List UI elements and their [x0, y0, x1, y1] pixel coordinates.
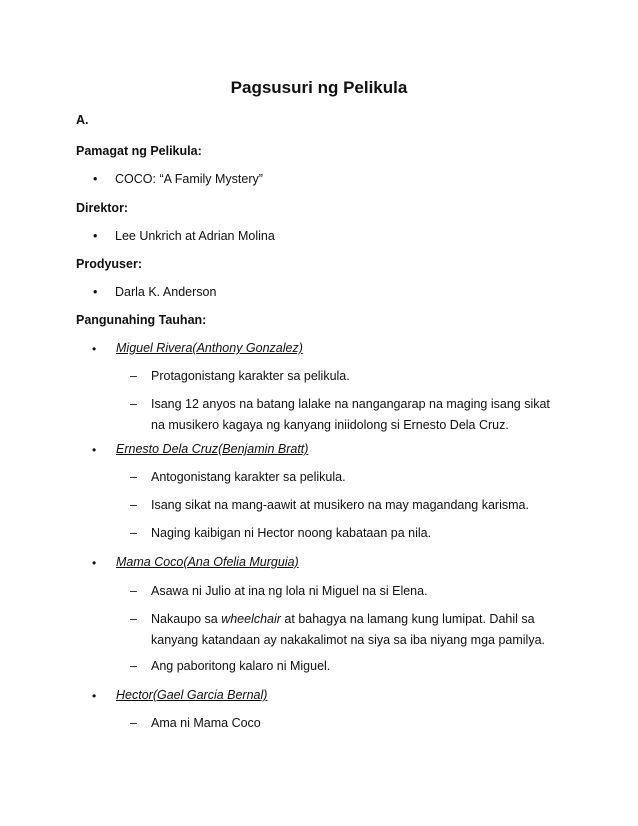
bullet-icon: • [92, 443, 97, 457]
character-detail: Asawa ni Julio at ina ng lola ni Miguel na si Elena. [151, 584, 428, 598]
heading-main-characters: Pangunahing Tauhan: [76, 313, 207, 327]
list-item [93, 285, 216, 299]
bullet-icon: • [93, 229, 98, 243]
detail-text: at bahagya na lamang kung lumipat. Dahil sa kanyang katandaan ay nakakalimot na siya sa iba niyang mga pamilya. [151, 612, 545, 647]
dash-icon: – [130, 526, 137, 540]
heading-producer: Prodyuser: [76, 257, 142, 271]
section-label: A. [76, 113, 89, 127]
character-detail: Antogonistang karakter sa pelikula. [151, 470, 346, 484]
character-name: Ernesto Dela Cruz(Benjamin Bratt) [116, 442, 309, 456]
character-detail: Ang paboritong kalaro ni Miguel. [151, 659, 331, 673]
character-detail: Naging kaibigan ni Hector noong kabataan pa nila. [151, 526, 432, 540]
bullet-icon: • [92, 689, 97, 703]
heading-director: Direktor: [76, 201, 129, 215]
detail-text: Nakaupo sa [151, 612, 222, 626]
dash-icon: – [130, 716, 137, 730]
bullet-icon: • [92, 342, 97, 356]
dash-icon: – [130, 584, 137, 598]
dash-icon: – [130, 659, 137, 673]
character-name: Miguel Rivera(Anthony Gonzalez) [116, 341, 303, 355]
character-detail [151, 609, 561, 651]
character-detail: Protagonistang karakter sa pelikula. [151, 369, 350, 383]
bullet-icon: • [93, 172, 98, 186]
dash-icon: – [130, 612, 137, 626]
list-item-text: Darla K. Anderson [115, 285, 217, 299]
dash-icon: – [130, 470, 137, 484]
dash-icon: – [130, 397, 137, 411]
page-title: Pagsusuri ng Pelikula [230, 78, 408, 97]
dash-icon: – [130, 369, 137, 383]
dash-icon: – [130, 498, 137, 512]
heading-title: Pamagat ng Pelikula: [76, 144, 202, 158]
bullet-icon: • [93, 285, 98, 299]
list-item-text: COCO: “A Family Mystery” [115, 172, 263, 186]
character-name: Hector(Gael Garcia Bernal) [116, 688, 268, 702]
list-item-text: Lee Unkrich at Adrian Molina [115, 229, 275, 243]
detail-emphasis: wheelchair [221, 612, 281, 626]
list-item [93, 172, 263, 186]
character-detail: Isang 12 anyos na batang lalake na nangangarap na maging isang sikat na musikero kagaya ng kanyang iniidolong si Ernesto Dela Cruz. [151, 397, 550, 432]
bullet-icon: • [92, 556, 97, 570]
character-detail: Isang sikat na mang-aawit at musikero na may magandang karisma. [151, 498, 529, 512]
character-detail: Ama ni Mama Coco [151, 716, 261, 730]
list-item [93, 229, 275, 243]
character-name: Mama Coco(Ana Ofelia Murguia) [116, 555, 299, 569]
